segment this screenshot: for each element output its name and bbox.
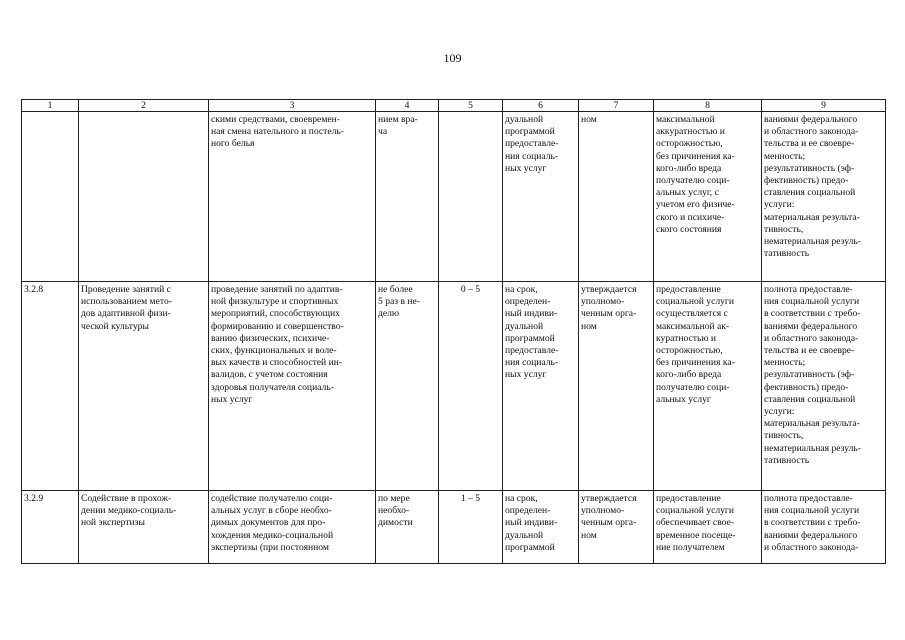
header-cell: 7 bbox=[579, 100, 654, 112]
periodicity-cell: не более 5 раз в не- делю bbox=[376, 282, 439, 491]
header-cell: 5 bbox=[439, 100, 503, 112]
header-cell: 9 bbox=[762, 100, 886, 112]
service-description-cell: содействие получателю соци- альных услуг в сборе необхо- димых документов для про- хождения медико-социальной экспертизы (при постоянном bbox=[209, 491, 376, 564]
service-number-cell: 3.2.8 bbox=[22, 282, 79, 491]
service-name-cell: Проведение занятий с использованием мето- дов адаптивной физи- ческой культуры bbox=[79, 282, 209, 491]
periodicity-cell: по мере необхо- димости bbox=[376, 491, 439, 564]
table-row bbox=[22, 112, 886, 282]
conditions-cell: предоставление социальной услуги осуществляется с максимальной ак- куратностью и осторожностью, без причинения ка- кого-либо вреда получателю соци- альных услуг bbox=[654, 282, 762, 491]
units-cell: 1 – 5 bbox=[439, 491, 503, 564]
conditions-cell: максимальной аккуратностью и осторожностью, без причинения ка- кого-либо вреда получателю соци- альных услуг, с учетом его физиче- ского и психиче- ского состояния bbox=[654, 112, 762, 282]
service-number-cell: 3.2.9 bbox=[22, 491, 79, 564]
header-cell: 6 bbox=[503, 100, 579, 112]
service-name-cell bbox=[79, 112, 209, 282]
header-cell: 8 bbox=[654, 100, 762, 112]
quality-cell: полнота предоставле- ния социальной услуги в соответствии с требо- ваниями федерального и областного законода- bbox=[762, 491, 886, 564]
service-number-cell bbox=[22, 112, 79, 282]
conditions-cell: предоставление социальной услуги обеспечивает свое- временное посеще- ние получателем bbox=[654, 491, 762, 564]
cost-cell: утверждается уполномо- ченным орга- ном bbox=[579, 491, 654, 564]
page-number: 109 bbox=[443, 51, 462, 65]
header-cell: 4 bbox=[376, 100, 439, 112]
header-cell: 2 bbox=[79, 100, 209, 112]
term-cell: на срок, определен- ный индиви- дуальной программой предоставле- ния социаль- ных услуг bbox=[503, 282, 579, 491]
service-name-cell: Содействие в прохож- дении медико-социаль- ной экспертизы bbox=[79, 491, 209, 564]
units-cell: 0 – 5 bbox=[439, 282, 503, 491]
table-row bbox=[22, 282, 886, 491]
header-cell: 1 bbox=[22, 100, 79, 112]
term-cell: на срок, определен- ный индиви- дуальной программой bbox=[503, 491, 579, 564]
cost-cell: утверждается уполномо- ченным орга- ном bbox=[579, 282, 654, 491]
services-table bbox=[21, 99, 886, 564]
cost-cell: ном bbox=[579, 112, 654, 282]
service-description-cell: скими средствами, своевремен- ная смена нательного и постель- ного белья bbox=[209, 112, 376, 282]
service-description-cell: проведение занятий по адаптив- ной физкультуре и спортивных мероприятий, способствующих формированию и совершенство- ванию физических, психиче- ских, функциональных и воле- вых качеств и способностей ин- валидов, с учетом состояния здоровья получателя социаль- ных услуг bbox=[209, 282, 376, 491]
header-cell: 3 bbox=[209, 100, 376, 112]
table-header-row bbox=[22, 100, 886, 112]
term-cell: дуальной программой предоставле- ния социаль- ных услуг bbox=[503, 112, 579, 282]
table-row bbox=[22, 491, 886, 564]
periodicity-cell: нием вра- ча bbox=[376, 112, 439, 282]
quality-cell: полнота предоставле- ния социальной услуги в соответствии с требо- ваниями федерального и областного законода- тельства и ее своевре- менность; результативность (эф- фективность) предо- ставления социальной услуги: материальная результа- тивность, нематериальная резуль- тативность bbox=[762, 282, 886, 491]
quality-cell: ваниями федерального и областного законода- тельства и ее своевре- менность; результативность (эф- фективность) предо- ставления социальной услуги: материальная результа- тивность, нематериальная резуль- тативность bbox=[762, 112, 886, 282]
units-cell bbox=[439, 112, 503, 282]
